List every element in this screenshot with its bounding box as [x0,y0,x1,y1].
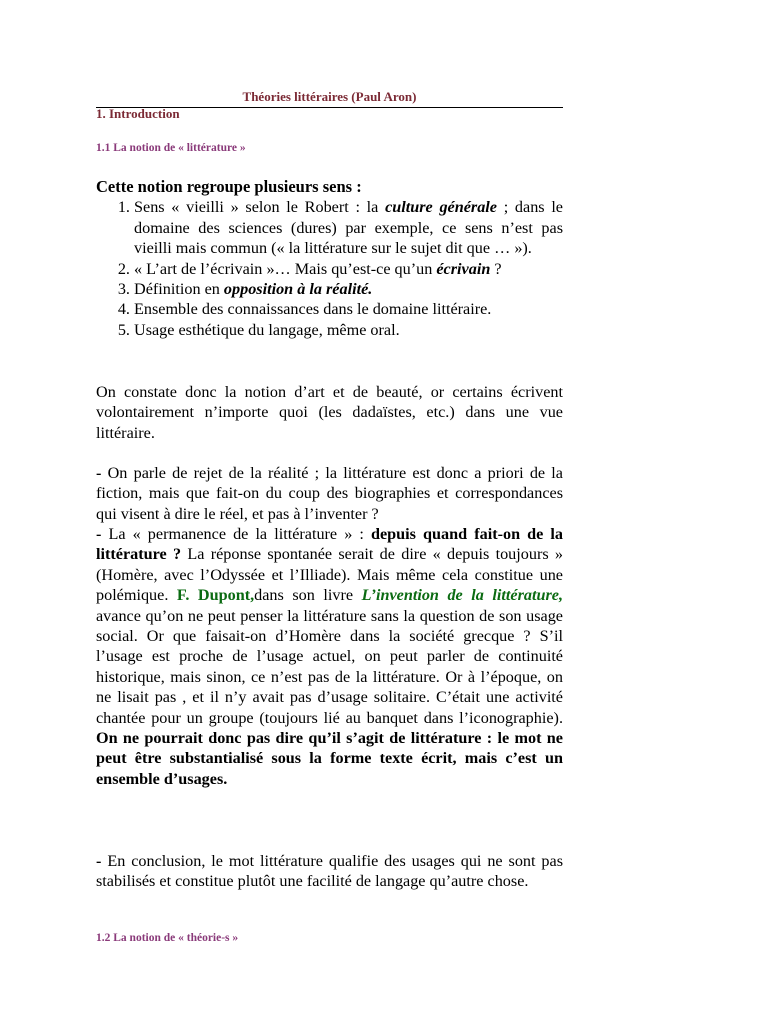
list-item: 3. Définition en opposition à la réalité. [134,279,563,299]
paragraph-rejet: - On parle de rejet de la réalité ; la littérature est donc a priori de la fiction, mais que fait-on du coup des biographies et correspondances qui visent à dire le réel, et pas à l’inventer ? [96,464,563,523]
subsection-heading-theorie: 1.2 La notion de « théorie-s » [96,932,239,944]
section-heading-introduction: 1. Introduction [96,106,180,121]
list-item: 4. Ensemble des connaissances dans le domaine littéraire. [134,299,563,319]
intro-lead: Cette notion regroupe plusieurs sens : [96,177,362,196]
document-title: Théories littéraires (Paul Aron) [96,89,563,108]
paragraph-constate: On constate donc la notion d’art et de beauté, or certains écrivent volontairement n’importe quoi (les dadaïstes, etc.) dans une vue littéraire. [96,383,563,442]
author-name: F. Dupont, [176,586,255,605]
paragraph-conclusion: - En conclusion, le mot littérature qualifie des usages qui ne sont pas stabilisés et constitue plutôt une facilité de langage qu’autre chose. [96,852,563,891]
senses-list [96,197,563,340]
book-title: L’invention de la littérature, [361,586,563,605]
intro-block [96,177,563,340]
subsection-heading-litterature: 1.1 La notion de « littérature » [96,142,246,154]
paragraph-permanence: - La « permanence de la littérature » : depuis quand fait-on de la littérature ? La réponse spontanée serait de dire « depuis toujours » (Homère, avec l’Odyssée et l’Illiade). Mais même cela constitue une polémique. F. Dupont,dans son livre L’invention de la littérature, avance qu’on ne peut penser la littérature sans la question de son usage social. Or que faisait-on d’Homère dans la société grecque ? S’il l’usage est proche de l’usage actuel, on peut parler de continuité historique, mais sinon, ce n’est pas de la littérature. Or à l’époque, on ne lisait pas , et il n’y avait pas d’usage solitaire. C’était une activité chantée pour un groupe (toujours lié au banquet dans l’iconographie). On ne pourrait donc pas dire qu’il s’agit de littérature : le mot ne peut être substantialisé sous la forme texte écrit, mais c’est un ensemble d’usages. [96,525,564,788]
list-item: 1. Sens « vieilli » selon le Robert : la culture générale ; dans le domaine des sciences (dures) par exemple, ce sens n’est pas vieilli mais commun (« la littérature sur le sujet dit que … »). [134,197,563,258]
list-item: 2. « L’art de l’écrivain »… Mais qu’est-ce qu’un écrivain ? [134,259,563,279]
list-item: 5. Usage esthétique du langage, même oral. [134,320,563,340]
